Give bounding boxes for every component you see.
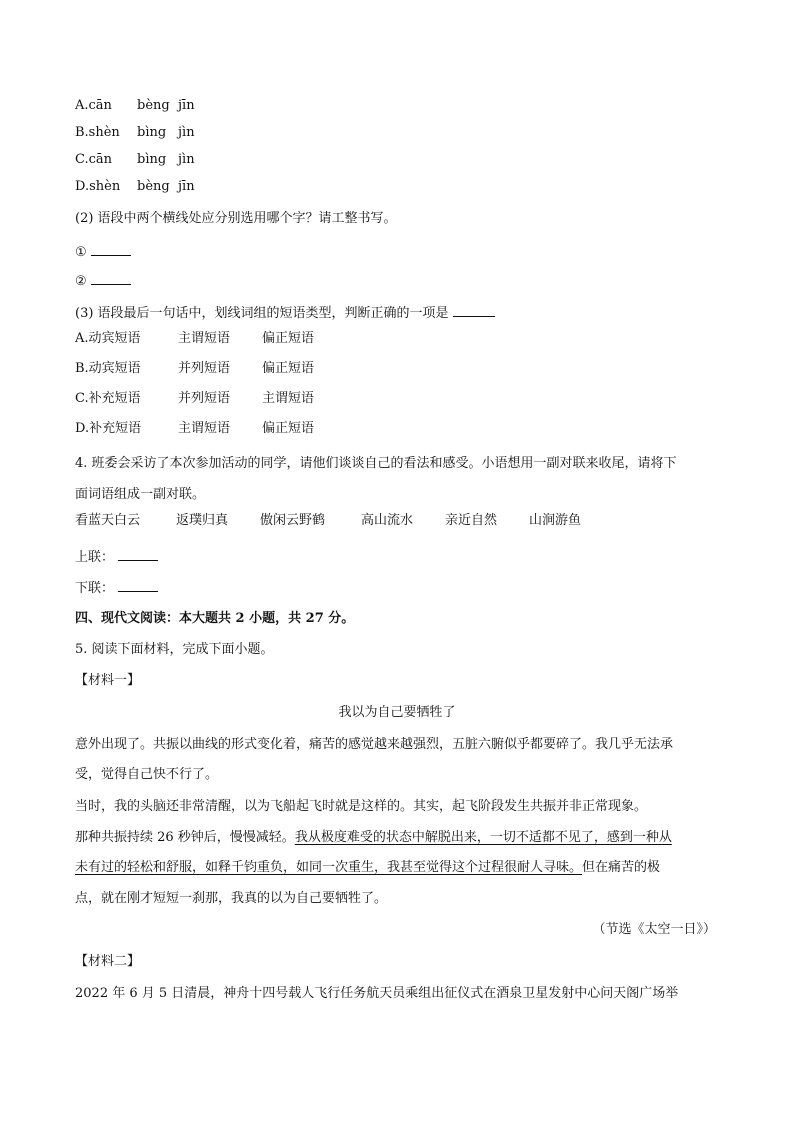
sub-question-3 [75, 304, 495, 323]
section-question-count: 2 [235, 611, 245, 626]
option-pinyin-3: jīn [178, 179, 195, 194]
option-pinyin-2: bèng [137, 98, 170, 113]
passage-para-3-line-3: 点，就在刚才短短一刹那，我真的以为自己要牺牲了。 [75, 891, 388, 906]
sub-question-3-text: (3) 语段最后一句话中，划线词组的短语类型，判断正确的一项是 [75, 306, 449, 321]
section-heading [75, 610, 354, 628]
word-item: 山涧游鱼 [529, 513, 582, 528]
section-heading-prefix: 四、现代文阅读：本大题共 [75, 611, 232, 626]
phrase-option-c[interactable] [75, 390, 314, 408]
pinyin-option-a[interactable] [75, 97, 195, 115]
question-5-intro: 5. 阅读下面材料，完成下面小题。 [75, 642, 274, 657]
passage-title: 我以为自己要牺牲了 [338, 705, 456, 720]
passage-source: （节选《太空一日》） [592, 922, 716, 937]
upper-couplet-label: 上联： [75, 550, 115, 565]
option-label: B.shèn [75, 125, 120, 140]
passage-para-2: 当时，我的头脑还非常清醒，以为飞船起飞时就是这样的。其实，起飞阶段发生共振并非正常现象。 [75, 799, 648, 814]
section-heading-mid: 小题，共 [249, 611, 302, 626]
phrase-option-a[interactable] [75, 330, 314, 348]
underlined-sentence: 我从极度难受的状态中解脱出来，一切不适都不见了，感到一种从 [294, 830, 672, 845]
option-col-2: 并列短语 [178, 361, 231, 376]
answer-line-1[interactable] [75, 243, 131, 262]
section-heading-suffix: 分。 [328, 611, 355, 626]
pinyin-option-c[interactable] [75, 151, 195, 169]
word-item: 高山流水 [361, 513, 414, 528]
passage-para-3-line-1 [75, 829, 672, 847]
option-pinyin-2: bèng [137, 179, 170, 194]
option-pinyin-2: bìng [137, 152, 167, 167]
option-col-3: 偏正短语 [262, 331, 315, 346]
circle-number-1: ① [75, 245, 87, 260]
underlined-sentence: 未有过的轻松和舒服，如释千钧重负，如同一次重生，我甚至觉得这个过程很耐人寻味。 [75, 860, 583, 875]
passage-text: 那种共振持续 26 秒钟后，慢慢减轻。 [75, 830, 295, 845]
passage-para-1-line-2: 受，觉得自己快不行了。 [75, 767, 219, 782]
option-pinyin-2: bìng [137, 125, 167, 140]
phrase-option-b[interactable] [75, 360, 314, 378]
material-2-label: 【材料二】 [75, 954, 141, 969]
pinyin-option-d[interactable] [75, 178, 195, 196]
passage-text: 但在痛苦的极 [582, 860, 661, 875]
phrase-option-d[interactable] [75, 420, 314, 438]
question-4-line-2: 面词语组成一副对联。 [75, 487, 206, 502]
passage-para-1-line-1: 意外出现了。共振以曲线的形式变化着，痛苦的感觉越来越强烈，五脏六腑似乎都要碎了。我几乎无法承 [75, 737, 674, 752]
material-2-line-1: 2022 年 6 月 5 日清晨，神舟十四号载人飞行任务航天员乘组出征仪式在酒泉卫星发射中心问天阁广场举 [75, 986, 679, 1001]
option-label: B.动宾短语 [75, 361, 141, 376]
answer-blank[interactable] [453, 304, 495, 317]
pinyin-option-b[interactable] [75, 124, 195, 142]
circle-number-2: ② [75, 274, 87, 289]
word-item: 亲近自然 [445, 513, 498, 528]
option-label: D.shèn [75, 179, 121, 194]
passage-para-3-line-2 [75, 859, 660, 877]
option-pinyin-3: jīn [178, 98, 195, 113]
option-col-3: 偏正短语 [262, 421, 315, 436]
lower-couplet-line[interactable] [75, 579, 158, 598]
word-item: 傲闲云野鹤 [260, 513, 326, 528]
question-4-line-1: 4. 班委会采访了本次参加活动的同学，请他们谈谈自己的看法和感受。小语想用一副对联来收尾，请将下 [75, 456, 677, 471]
option-pinyin-3: jìn [178, 125, 195, 140]
option-label: C.补充短语 [75, 391, 141, 406]
option-label: A.动宾短语 [75, 331, 141, 346]
option-col-3: 偏正短语 [262, 361, 315, 376]
option-label: A.cān [75, 98, 112, 113]
section-score: 27 [305, 611, 324, 626]
couplet-word-bank [75, 512, 581, 530]
sub-question-2: (2) 语段中两个横线处应分别选用哪个字？请工整书写。 [75, 211, 397, 226]
option-label: D.补充短语 [75, 421, 142, 436]
option-label: C.cān [75, 152, 113, 167]
option-col-2: 并列短语 [178, 391, 231, 406]
answer-line-2[interactable] [75, 272, 131, 291]
option-pinyin-3: jìn [178, 152, 195, 167]
answer-blank[interactable] [91, 243, 131, 256]
option-col-2: 主谓短语 [178, 421, 231, 436]
lower-couplet-blank[interactable] [118, 579, 158, 592]
word-item: 返璞归真 [176, 513, 229, 528]
upper-couplet-blank[interactable] [118, 548, 158, 561]
option-col-2: 主谓短语 [178, 331, 231, 346]
material-1-label: 【材料一】 [75, 673, 141, 688]
option-col-3: 主谓短语 [262, 391, 315, 406]
lower-couplet-label: 下联： [75, 581, 115, 596]
answer-blank[interactable] [91, 272, 131, 285]
word-item: 看蓝天白云 [75, 513, 141, 528]
upper-couplet-line[interactable] [75, 548, 158, 567]
